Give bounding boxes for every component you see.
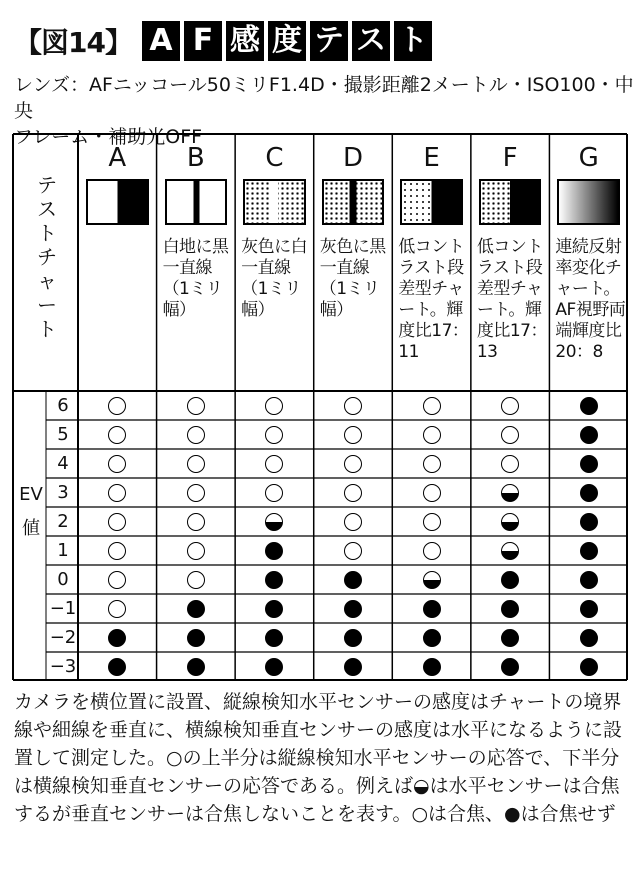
ev-value: 6 xyxy=(57,395,69,416)
ev-value: −1 xyxy=(49,598,77,619)
column-description-g: 連続反射率変化チャート。AF視野両端輝度比20：8 xyxy=(555,237,626,362)
result-circle xyxy=(108,426,126,444)
ev-value: −2 xyxy=(49,627,77,648)
result-circle xyxy=(265,426,283,444)
result-circle xyxy=(108,397,126,415)
result-circle xyxy=(344,629,362,647)
result-circle xyxy=(108,542,126,560)
result-circle xyxy=(108,571,126,589)
result-circle xyxy=(265,571,283,589)
result-circle xyxy=(265,658,283,676)
result-circle xyxy=(423,542,441,560)
result-circle xyxy=(187,658,205,676)
test-chart-swatch-b xyxy=(165,179,228,225)
result-circle xyxy=(265,455,283,473)
subtitle-line-1: レンズ：AFニッコール50ミリF1.4D・撮影距離2メートル・ISO100・中央 xyxy=(14,74,634,122)
result-circle xyxy=(580,629,598,647)
result-circle xyxy=(501,658,519,676)
result-circle xyxy=(108,513,126,531)
ev-value: 4 xyxy=(57,453,69,474)
result-circle xyxy=(580,455,598,473)
result-circle xyxy=(501,455,519,473)
result-circle xyxy=(423,658,441,676)
result-circle xyxy=(580,397,598,415)
ev-value: 0 xyxy=(57,569,69,590)
result-circle xyxy=(580,571,598,589)
result-circle xyxy=(423,571,441,589)
result-circle xyxy=(187,455,205,473)
test-chart-swatch-e xyxy=(400,179,463,225)
title-char: ス xyxy=(352,21,390,61)
figure-title xyxy=(14,18,436,64)
result-circle xyxy=(580,513,598,531)
title-char: A xyxy=(142,21,180,61)
result-circle xyxy=(344,455,362,473)
figure-label: 【図14】 xyxy=(14,26,132,59)
result-circle xyxy=(187,513,205,531)
result-circle xyxy=(423,426,441,444)
column-description-f: 低コントラスト段差型チャート。輝度比17：13 xyxy=(476,237,547,362)
column-header-f: F xyxy=(502,143,518,173)
result-circle xyxy=(265,397,283,415)
column-description-c: 灰色に白一直線（1ミリ幅） xyxy=(241,237,308,320)
result-circle xyxy=(344,513,362,531)
result-circle xyxy=(344,397,362,415)
test-chart-swatch-d xyxy=(322,179,385,225)
result-circle xyxy=(423,600,441,618)
result-circle xyxy=(580,542,598,560)
result-circle xyxy=(580,484,598,502)
result-circle xyxy=(108,658,126,676)
result-circle xyxy=(501,571,519,589)
ev-axis-label: EV値 xyxy=(19,484,43,539)
test-chart-swatch-g xyxy=(557,179,620,225)
test-chart-swatch-a xyxy=(86,179,149,225)
result-circle xyxy=(265,513,283,531)
result-circle xyxy=(580,426,598,444)
test-chart-swatch-c xyxy=(243,179,306,225)
result-circle xyxy=(344,658,362,676)
figure-caption: カメラを横位置に設置、縦線検知水平センサーの感度はチャートの境界線や細線を垂直に、横線検知垂直センサーの感度は水平になるように設置して測定した。○の上半分は縦線検知水平センサーの応答で、下半分は横線検知垂直センサーの応答である。例えば◒は水平センサーは合焦するが垂直センサーは合焦しないことを表す。○は合焦、●は合焦せず xyxy=(14,691,623,825)
title-char: テ xyxy=(310,21,348,61)
result-circle xyxy=(108,484,126,502)
result-circle xyxy=(265,600,283,618)
result-circle xyxy=(187,542,205,560)
result-circle xyxy=(344,426,362,444)
ev-value: 2 xyxy=(57,511,69,532)
result-circle xyxy=(423,397,441,415)
result-circle xyxy=(501,397,519,415)
result-circle xyxy=(423,513,441,531)
title-char: 感 xyxy=(226,21,264,61)
ev-value: 3 xyxy=(57,482,69,503)
subtitle-line-2: フレーム・補助光OFF xyxy=(14,126,203,148)
result-circle xyxy=(344,600,362,618)
result-circle xyxy=(501,426,519,444)
result-circle xyxy=(108,455,126,473)
result-circle xyxy=(501,484,519,502)
result-circle xyxy=(187,426,205,444)
column-header-b: B xyxy=(186,143,205,173)
title-char: ト xyxy=(394,21,432,61)
column-description-b: 白地に黒一直線（1ミリ幅） xyxy=(162,237,229,320)
result-circle xyxy=(265,484,283,502)
result-circle xyxy=(344,571,362,589)
result-circle xyxy=(580,658,598,676)
result-circle xyxy=(265,542,283,560)
result-circle xyxy=(501,600,519,618)
result-circle xyxy=(344,484,362,502)
result-circle xyxy=(501,629,519,647)
result-circle xyxy=(187,484,205,502)
result-circle xyxy=(108,629,126,647)
result-circle xyxy=(108,600,126,618)
column-header-e: E xyxy=(423,143,440,173)
test-chart-swatch-f xyxy=(479,179,542,225)
result-circle xyxy=(423,629,441,647)
result-circle xyxy=(187,600,205,618)
result-circle xyxy=(265,629,283,647)
column-header-g: G xyxy=(578,143,599,173)
column-description-e: 低コントラスト段差型チャート。輝度比17：11 xyxy=(398,237,469,362)
title-char: 度 xyxy=(268,21,306,61)
sensitivity-table xyxy=(12,133,628,681)
ev-value: 5 xyxy=(57,424,69,445)
column-header-a: A xyxy=(108,143,127,173)
result-circle xyxy=(344,542,362,560)
result-circle xyxy=(187,397,205,415)
column-header-d: D xyxy=(342,143,363,173)
ev-value: −3 xyxy=(49,656,77,677)
result-circle xyxy=(423,484,441,502)
result-circle xyxy=(501,542,519,560)
result-circle xyxy=(580,600,598,618)
result-circle xyxy=(423,455,441,473)
ev-value: 1 xyxy=(57,540,69,561)
test-chart-row-label: テストチャート xyxy=(37,173,57,341)
title-char: F xyxy=(184,21,222,61)
column-description-d: 灰色に黒一直線（1ミリ幅） xyxy=(319,237,386,320)
column-header-c: C xyxy=(265,143,284,173)
result-circle xyxy=(501,513,519,531)
result-circle xyxy=(187,571,205,589)
result-circle xyxy=(187,629,205,647)
